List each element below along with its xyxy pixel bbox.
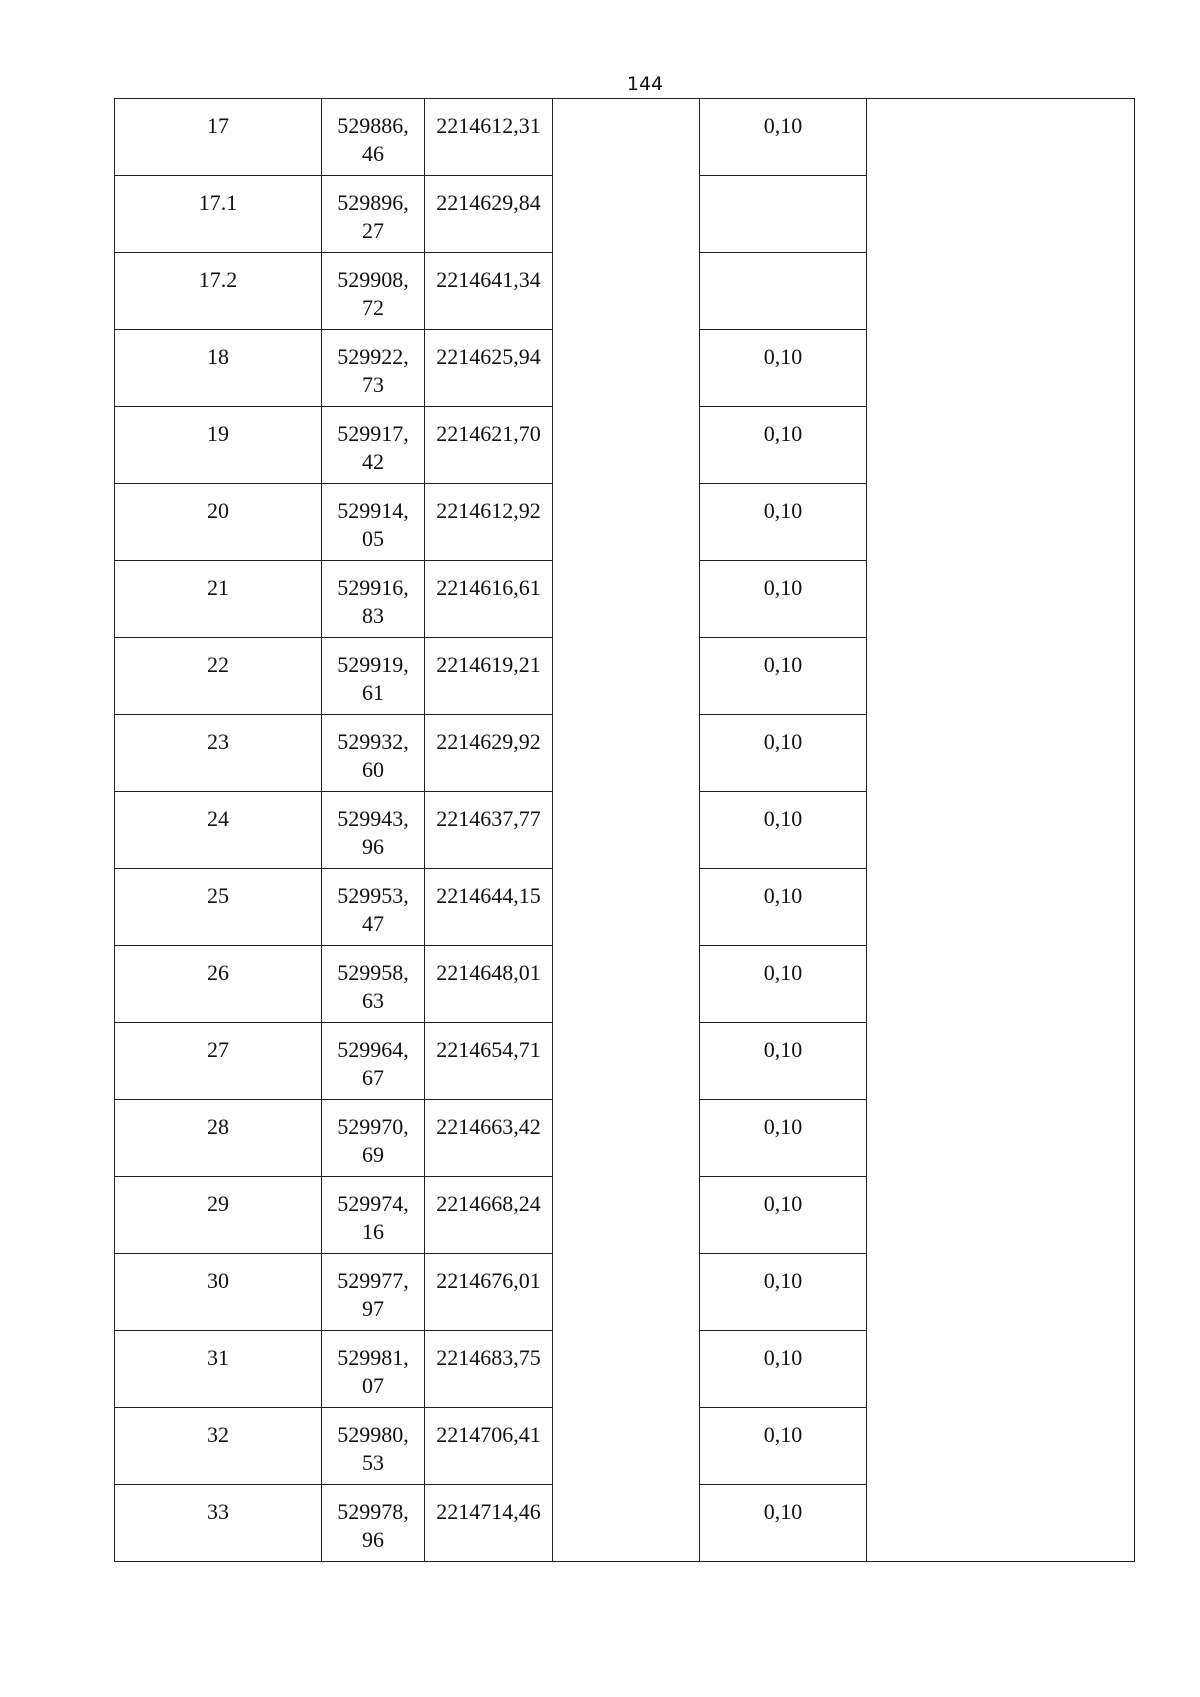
x-coordinate-cell: [322, 330, 425, 407]
y-coordinate-cell: [425, 407, 553, 484]
table-row: [115, 99, 1135, 176]
x-coordinate: [322, 638, 424, 707]
value-cell: [700, 330, 867, 407]
x-coordinate: [322, 176, 424, 245]
x-coordinate-line2: 97: [362, 1296, 384, 1321]
x-coordinate-line1: 529919,: [337, 652, 409, 677]
point-number-cell: [115, 253, 322, 330]
x-coordinate-line2: 72: [362, 295, 384, 320]
point-number-cell: [115, 715, 322, 792]
point-number-cell: [115, 1408, 322, 1485]
value: 0,10: [763, 421, 803, 446]
y-coordinate-cell: [425, 484, 553, 561]
value: 0,10: [763, 729, 803, 754]
y-coordinate-cell: [425, 638, 553, 715]
x-coordinate-line1: 529958,: [337, 960, 409, 985]
x-coordinate-line1: 529916,: [337, 575, 409, 600]
value-cell: [700, 1485, 867, 1562]
point-number: 17: [207, 113, 229, 138]
y-coordinate-cell: [425, 1331, 553, 1408]
x-coordinate: [322, 1023, 424, 1092]
value: [700, 253, 866, 266]
value: [700, 176, 866, 189]
x-coordinate-cell: [322, 407, 425, 484]
x-coordinate-cell: [322, 946, 425, 1023]
x-coordinate-cell: [322, 1331, 425, 1408]
x-coordinate-cell: [322, 176, 425, 253]
point-number: 26: [207, 960, 229, 985]
y-coordinate-cell: [425, 1408, 553, 1485]
x-coordinate-cell: [322, 484, 425, 561]
x-coordinate: [322, 1177, 424, 1246]
x-coordinate-line2: 83: [362, 603, 384, 628]
point-number: 30: [207, 1268, 229, 1293]
y-coordinate-cell: [425, 1100, 553, 1177]
x-coordinate: [322, 1100, 424, 1169]
point-number: 18: [207, 344, 229, 369]
point-number: 24: [207, 806, 229, 831]
y-coordinate: 2214621,70: [436, 421, 541, 446]
y-coordinate-cell: [425, 946, 553, 1023]
point-number: 19: [207, 421, 229, 446]
y-coordinate-cell: [425, 715, 553, 792]
y-coordinate: 2214683,75: [436, 1345, 541, 1370]
point-number-cell: [115, 1177, 322, 1254]
x-coordinate: [322, 946, 424, 1015]
x-coordinate-cell: [322, 1100, 425, 1177]
y-coordinate: 2214648,01: [436, 960, 541, 985]
point-number: 25: [207, 883, 229, 908]
x-coordinate-cell: [322, 99, 425, 176]
value-cell: [700, 1254, 867, 1331]
x-coordinate-line2: 16: [362, 1219, 384, 1244]
y-coordinate: 2214663,42: [436, 1114, 541, 1139]
x-coordinate-line2: 96: [362, 834, 384, 859]
value-cell: [700, 638, 867, 715]
point-number: 28: [207, 1114, 229, 1139]
value-cell: [700, 176, 867, 253]
value-cell: [700, 1177, 867, 1254]
x-coordinate-line1: 529886,: [337, 113, 409, 138]
value-cell: [700, 561, 867, 638]
y-coordinate: 2214616,61: [436, 575, 541, 600]
empty-column-text: [553, 99, 699, 112]
value-cell: [700, 715, 867, 792]
point-number: 22: [207, 652, 229, 677]
x-coordinate: [322, 330, 424, 399]
page-number: 144: [626, 73, 664, 95]
point-number: 23: [207, 729, 229, 754]
x-coordinate-line1: 529908,: [337, 267, 409, 292]
y-coordinate: 2214676,01: [436, 1268, 541, 1293]
notes-column-cell: [867, 99, 1135, 1562]
x-coordinate-line2: 47: [362, 911, 384, 936]
point-number: 33: [207, 1499, 229, 1524]
point-number: 31: [207, 1345, 229, 1370]
x-coordinate-cell: [322, 1177, 425, 1254]
value: 0,10: [763, 344, 803, 369]
value-cell: [700, 1331, 867, 1408]
x-coordinate-line1: 529977,: [337, 1268, 409, 1293]
x-coordinate-cell: [322, 869, 425, 946]
point-number: 29: [207, 1191, 229, 1216]
y-coordinate-cell: [425, 1485, 553, 1562]
y-coordinate: 2214612,31: [436, 113, 541, 138]
point-number-cell: [115, 330, 322, 407]
x-coordinate-cell: [322, 1254, 425, 1331]
value: 0,10: [763, 113, 803, 138]
x-coordinate-line1: 529980,: [337, 1422, 409, 1447]
point-number: 21: [207, 575, 229, 600]
y-coordinate: 2214637,77: [436, 806, 541, 831]
y-coordinate-cell: [425, 869, 553, 946]
value: 0,10: [763, 1422, 803, 1447]
x-coordinate-line1: 529981,: [337, 1345, 409, 1370]
x-coordinate-line1: 529932,: [337, 729, 409, 754]
y-coordinate: 2214625,94: [436, 344, 541, 369]
value-cell: [700, 407, 867, 484]
x-coordinate: [322, 99, 424, 168]
value: 0,10: [763, 1345, 803, 1370]
y-coordinate-cell: [425, 1177, 553, 1254]
point-number-cell: [115, 1331, 322, 1408]
value: 0,10: [763, 1191, 803, 1216]
x-coordinate-line2: 07: [362, 1373, 384, 1398]
x-coordinate-line2: 96: [362, 1527, 384, 1552]
x-coordinate: [322, 869, 424, 938]
point-number-cell: [115, 484, 322, 561]
y-coordinate-cell: [425, 561, 553, 638]
x-coordinate: [322, 1254, 424, 1323]
x-coordinate-cell: [322, 561, 425, 638]
x-coordinate-cell: [322, 253, 425, 330]
x-coordinate: [322, 792, 424, 861]
x-coordinate-line1: 529922,: [337, 344, 409, 369]
point-number-cell: [115, 638, 322, 715]
empty-column-cell: [553, 99, 700, 1562]
value: 0,10: [763, 1268, 803, 1293]
y-coordinate: 2214641,34: [436, 267, 541, 292]
x-coordinate-line1: 529914,: [337, 498, 409, 523]
x-coordinate-line2: 42: [362, 449, 384, 474]
value: 0,10: [763, 498, 803, 523]
x-coordinate-line2: 73: [362, 372, 384, 397]
value: 0,10: [763, 575, 803, 600]
value-cell: [700, 792, 867, 869]
x-coordinate-line1: 529964,: [337, 1037, 409, 1062]
x-coordinate-line1: 529974,: [337, 1191, 409, 1216]
x-coordinate-line2: 27: [362, 218, 384, 243]
point-number-cell: [115, 1254, 322, 1331]
x-coordinate-line2: 63: [362, 988, 384, 1013]
x-coordinate: [322, 484, 424, 553]
y-coordinate-cell: [425, 1254, 553, 1331]
value-cell: [700, 1100, 867, 1177]
x-coordinate-line2: 61: [362, 680, 384, 705]
x-coordinate: [322, 561, 424, 630]
x-coordinate: [322, 1485, 424, 1554]
point-number-cell: [115, 792, 322, 869]
y-coordinate-cell: [425, 99, 553, 176]
x-coordinate-line1: 529896,: [337, 190, 409, 215]
y-coordinate-cell: [425, 330, 553, 407]
value-cell: [700, 99, 867, 176]
y-coordinate-cell: [425, 1023, 553, 1100]
coordinates-table: [114, 98, 1135, 1562]
value: 0,10: [763, 806, 803, 831]
x-coordinate-cell: [322, 638, 425, 715]
y-coordinate: 2214619,21: [436, 652, 541, 677]
value-cell: [700, 484, 867, 561]
x-coordinate: [322, 407, 424, 476]
x-coordinate-line2: 69: [362, 1142, 384, 1167]
x-coordinate-line2: 60: [362, 757, 384, 782]
y-coordinate: 2214644,15: [436, 883, 541, 908]
value: 0,10: [763, 960, 803, 985]
x-coordinate-cell: [322, 715, 425, 792]
point-number-cell: [115, 1485, 322, 1562]
y-coordinate: 2214714,46: [436, 1499, 541, 1524]
point-number: 27: [207, 1037, 229, 1062]
x-coordinate-line2: 05: [362, 526, 384, 551]
y-coordinate-cell: [425, 176, 553, 253]
point-number-cell: [115, 946, 322, 1023]
point-number-cell: [115, 1100, 322, 1177]
x-coordinate-line1: 529943,: [337, 806, 409, 831]
point-number: 17.2: [198, 267, 238, 292]
y-coordinate-cell: [425, 253, 553, 330]
x-coordinate: [322, 1331, 424, 1400]
value-cell: [700, 1023, 867, 1100]
point-number-cell: [115, 1023, 322, 1100]
y-coordinate: 2214668,24: [436, 1191, 541, 1216]
y-coordinate: 2214629,92: [436, 729, 541, 754]
x-coordinate-line2: 67: [362, 1065, 384, 1090]
value: 0,10: [763, 1499, 803, 1524]
point-number: 32: [207, 1422, 229, 1447]
point-number-cell: [115, 407, 322, 484]
point-number: 20: [207, 498, 229, 523]
y-coordinate: 2214654,71: [436, 1037, 541, 1062]
point-number-cell: [115, 176, 322, 253]
x-coordinate-cell: [322, 1023, 425, 1100]
x-coordinate-cell: [322, 1408, 425, 1485]
x-coordinate: [322, 253, 424, 322]
value: 0,10: [763, 1037, 803, 1062]
value-cell: [700, 253, 867, 330]
x-coordinate-line2: 46: [362, 141, 384, 166]
value-cell: [700, 1408, 867, 1485]
x-coordinate-line1: 529978,: [337, 1499, 409, 1524]
value-cell: [700, 946, 867, 1023]
point-number-cell: [115, 99, 322, 176]
value: 0,10: [763, 883, 803, 908]
x-coordinate-line1: 529970,: [337, 1114, 409, 1139]
y-coordinate: 2214629,84: [436, 190, 541, 215]
coordinates-table-body: [115, 99, 1135, 1562]
x-coordinate-line1: 529953,: [337, 883, 409, 908]
x-coordinate: [322, 715, 424, 784]
x-coordinate: [322, 1408, 424, 1477]
value: 0,10: [763, 652, 803, 677]
x-coordinate-cell: [322, 1485, 425, 1562]
value-cell: [700, 869, 867, 946]
y-coordinate: 2214706,41: [436, 1422, 541, 1447]
y-coordinate-cell: [425, 792, 553, 869]
notes-column-text: [867, 99, 1134, 112]
x-coordinate-line1: 529917,: [337, 421, 409, 446]
x-coordinate-cell: [322, 792, 425, 869]
point-number-cell: [115, 869, 322, 946]
x-coordinate-line2: 53: [362, 1450, 384, 1475]
value: 0,10: [763, 1114, 803, 1139]
point-number: 17.1: [198, 190, 238, 215]
point-number-cell: [115, 561, 322, 638]
y-coordinate: 2214612,92: [436, 498, 541, 523]
